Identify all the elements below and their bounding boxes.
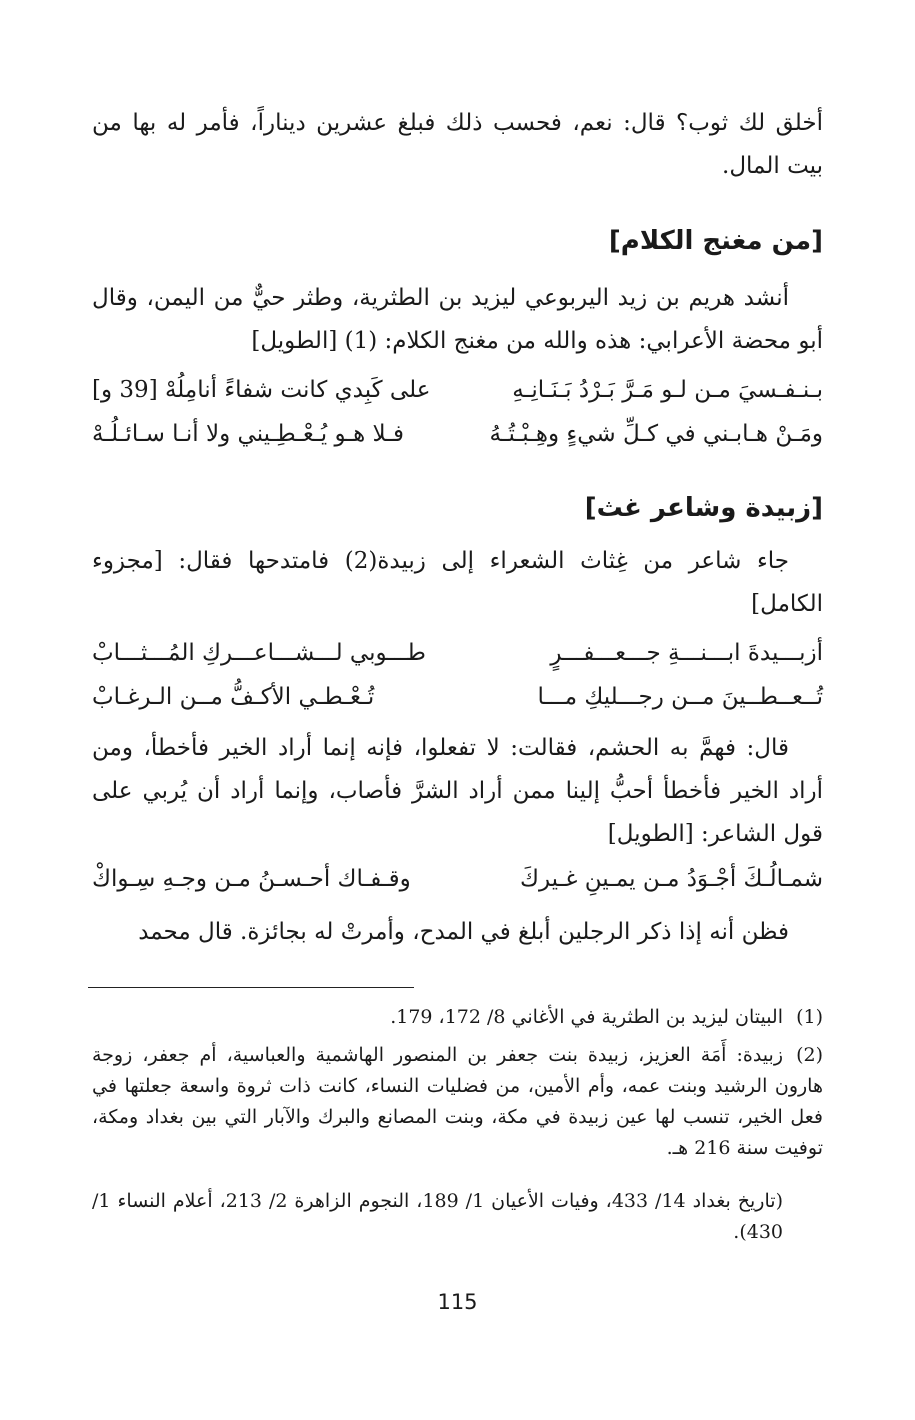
verse-second-hemistich: وقـفـاك أحـسـنُ مـن وجـهِ سِـواكْ (92, 866, 411, 892)
paragraph-story-text: قال: فهمَّ به الحشم، فقالت: لا تفعلوا، فإنه إنما أراد الخير فأخطأ، ومن أراد الخير فأخطأ أحبُّ إلينا ممن أراد الشرَّ فأصاب، وإنما أراد أن يُربي على قول الشاعر: [الطويل] (92, 735, 823, 847)
verse-second-hemistich: طـــوبي لـــشـــاعـــركِ المُـــثـــابْ (92, 640, 426, 666)
footnote-text: البيتان ليزيد بن الطثرية في الأغاني 8/ 172، 179. (390, 1006, 783, 1028)
verse-line (92, 684, 823, 728)
footnote-2-references: (تاريخ بغداد 14/ 433، وفيات الأعيان 1/ 189، النجوم الزاهرة 2/ 213، أعلام النساء 1/ 430). (92, 1190, 783, 1243)
footnote-text: زبيدة: أَمَة العزيز، زبيدة بنت جعفر بن المنصور الهاشمية والعباسية، أم جعفر، زوجة هارون الرشيد وبنت عمه، وأم الأمين، من فضليات النساء، كانت ذات ثروة واسعة جعلتها في فعل الخير، تنسب لها عين زبيدة في مكة، وبنت المصانع والبرك والآبار التي بين بغداد ومكة، توفيت سنة 216 هـ. (92, 1044, 823, 1159)
verse-first-hemistich: أزبـــيدةَ ابـــنـــةِ جـــعـــفـــرٍ (550, 640, 823, 666)
verse-line (92, 421, 823, 465)
footnote-number: (2) (796, 1044, 823, 1066)
footnote-number: (1) (796, 1006, 823, 1028)
page-number: 115 (437, 1290, 478, 1314)
verse-first-hemistich: تُــعــطــينَ مــن رجـــليكِ مـــا (537, 684, 823, 710)
footnote-separator (88, 987, 414, 988)
verse-line (92, 377, 823, 421)
footnote-1 (92, 1002, 823, 1033)
verse-first-hemistich: ومَـنْ هـابـني في كـلِّ شيءٍ وهِـبْـتُـهُ (489, 421, 823, 447)
verse-line (92, 640, 823, 684)
paragraph-poet-praise (92, 540, 823, 626)
verse-first-hemistich: شمـالُـكَ أجْـوَدُ مـن يمـينِ غـيركَ (520, 866, 823, 892)
paragraph-closing-text: فظن أنه إذا ذكر الرجلين أبلغ في المدح، وأمرتْ له بجائزة. قال محمد (138, 919, 789, 945)
verse-second-hemistich: على كَبِدي كانت شفاءً أنامِلُهْ [39 و] (92, 377, 431, 403)
verse-second-hemistich: تُـعْـطـي الأكـفُّ مــن الـرغـابْ (92, 684, 375, 710)
section-heading-mughnij: [من مغنج الكلام] (608, 226, 823, 256)
paragraph-opening: أخلق لك ثوب؟ قال: نعم، فحسب ذلك فبلغ عشرين ديناراً، فأمر له بها من بيت المال. (92, 110, 823, 179)
paragraph-intro-poem-text: أنشد هريم بن زيد اليربوعي ليزيد بن الطثرية، وطثر حيٌّ من اليمن، وقال أبو محضة الأعرابي: هذه والله من مغنج الكلام: (1) [الطويل] (92, 285, 823, 354)
verse-line (92, 866, 823, 910)
verse-second-hemistich: فـلا هـو يُـعْـطِـيني ولا أنـا سـائـلُـهْ (92, 421, 404, 447)
verse-first-hemistich: بـنـفـسيَ مـن لـو مَـرَّ بَـرْدُ بَـنَـانِـهِ (512, 377, 823, 403)
section-heading-zubaida: [زبيدة وشاعر غث] (584, 493, 823, 523)
paragraph-poet-praise-text: جاء شاعر من غِثاث الشعراء إلى زبيدة(2) فامتدحها فقال: [مجزوء الكامل] (92, 548, 823, 617)
paragraph-intro-poem (92, 277, 823, 363)
paragraph-story (92, 727, 823, 856)
footnote-2 (92, 1040, 823, 1164)
paragraph-closing (92, 911, 823, 954)
